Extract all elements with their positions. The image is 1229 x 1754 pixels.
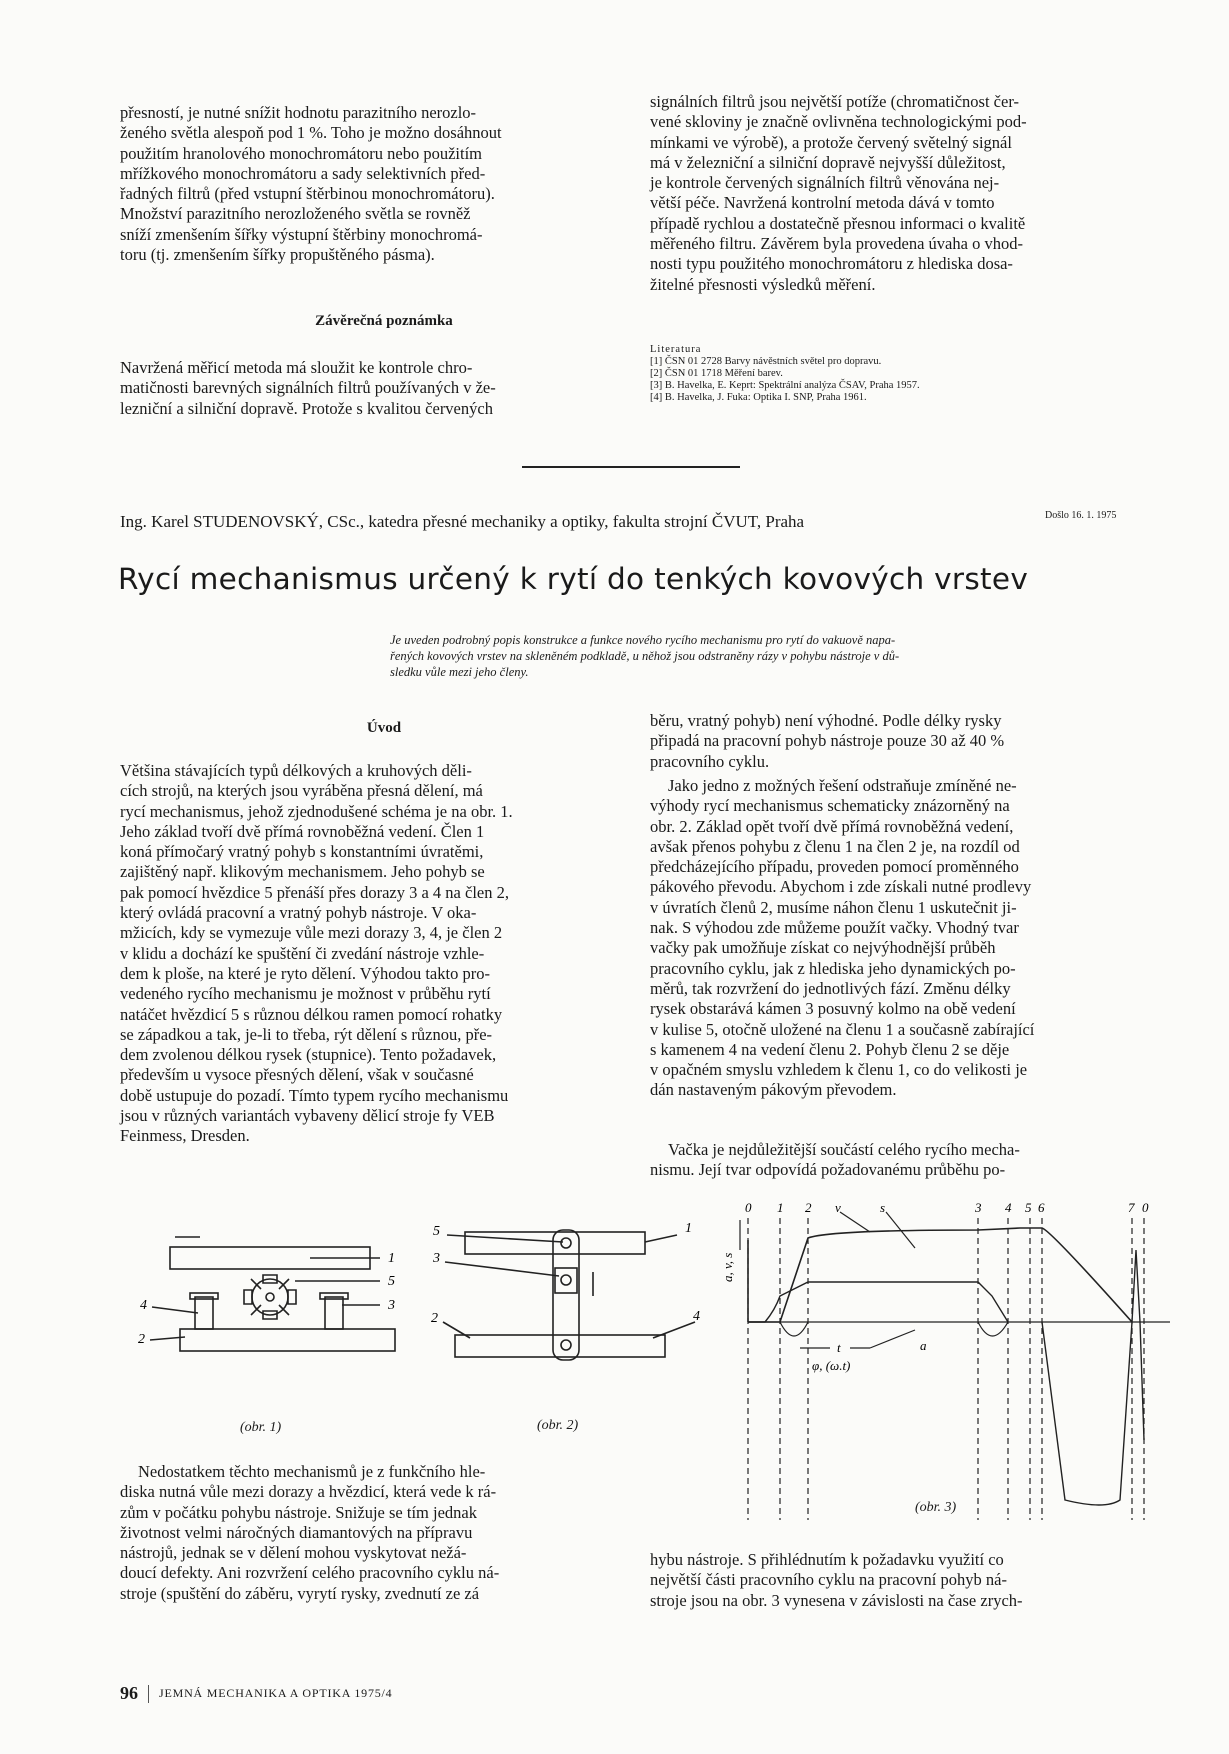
- article-abstract: Je uveden podrobný popis konstrukce a funkce nového rycího mechanismu pro rytí do vakuově napa- řených kovových vrstev na skleněném podkladě, u něhož jsou odstraněny rázy v pohybu nástroje v dů- sledku vůle mezi jeho členy.: [390, 633, 900, 679]
- fig3-t-label: t: [837, 1340, 841, 1355]
- top-left-paragraph-2: Navržená měřicí metoda má sloužit ke kontrole chro- matičnosti barevných signálních filtrů používaných v že- lezniční a silniční dopravě. Protože s kvalitou červených: [120, 358, 496, 418]
- references-title: Literatura: [650, 344, 702, 355]
- journal-name: JEMNÁ MECHANIKA A OPTIKA 1975/4: [159, 1686, 393, 1700]
- fig2-label-1: 1: [685, 1221, 692, 1236]
- reference-item: [3] B. Havelka, E. Keprt: Spektrální analýza ČSAV, Praha 1957.: [650, 380, 920, 391]
- fig3-label-2: 2: [805, 1200, 812, 1215]
- fig3-label-7: 7: [1128, 1200, 1135, 1215]
- fig3-label-6: 6: [1038, 1200, 1045, 1215]
- figure-3-caption: (obr. 3): [915, 1500, 957, 1515]
- references: [650, 344, 920, 404]
- fig3-label-1: 1: [777, 1200, 784, 1215]
- figure-1-caption: (obr. 1): [240, 1420, 282, 1435]
- fig3-phi-label: φ, (ω.t): [812, 1358, 851, 1373]
- fig3-label-s: s: [880, 1200, 886, 1215]
- intro-right-paragraph-2: Jako jedno z možných řešení odstraňuje zmíněné ne- výhody rycí mechanismus schematicky znázorněný na obr. 2. Základ opět tvoří dvě přímá rovnoběžná vedení, avšak přenos pohybu z členu 1 na člen 2 je, na rozdíl od předcházejícího případu, proveden pomocí proměnného pákového převodu. Abychom i zde získali nutné prodlevy v úvratích členů 2, musíme náhon členu 1 uskutečnit ji- nak. S výhodou zde můžeme použít vačky. Vhodný tvar vačky pak umožňuje získat co nejvýhodnější průběh pracovního cyklu, jak z hlediska jeho dynamických po- měrů, tak rozvržení do jednotlivých fází. Změnu délky rysek obstarává kámen 3 posuvný kolmo na obě vedení v kulise 5, otočně uložené na členu 1 a současně zabírající s kamenem 4 na vedení členu 2. Pohyb členu 2 se děje v opačném smyslu vzhledem k členu 1, co do velikosti je dán nastaveným pákovým převodem.: [650, 776, 1035, 1100]
- figure-2-diagram: [425, 1210, 715, 1375]
- top-left-paragraph-1: přesností, je nutné snížit hodnotu parazitního nerozlo- ženého světla alespoň pod 1 %. Toho je možno dosáhnout použitím hranolového monochromátoru nebo použitím mřížkového monochromátoru a sady selektivních před- řadných filtrů (před vstupní štěrbinou monochromátoru). Množství parazitního nerozloženého světla se rovněž sníží zmenšením šířky výstupní štěrbiny monochromá- toru (tj. zmenšením šířky propuštěného pásma).: [120, 103, 502, 265]
- separator-rule: [522, 466, 740, 468]
- section-heading-intro: Úvod: [366, 720, 402, 736]
- reference-item: [4] B. Havelka, J. Fuka: Optika I. SNP, Praha 1961.: [650, 392, 867, 403]
- page-number: 96: [120, 1683, 138, 1703]
- intro-right-paragraph-1: běru, vratný pohyb) není výhodné. Podle délky rysky připadá na pracovní pohyb nástroje pouze 30 až 40 % pracovního cyklu.: [650, 711, 1005, 771]
- figure-2-caption: (obr. 2): [537, 1418, 579, 1433]
- author-line: Ing. Karel STUDENOVSKÝ, CSc., katedra přesné mechaniky a optiky, fakulta strojní ČVUT, Praha: [120, 512, 805, 531]
- received-date: Došlo 16. 1. 1975: [1045, 510, 1117, 521]
- fig1-label-5: 5: [388, 1274, 395, 1289]
- fig3-label-0a: 0: [745, 1200, 752, 1215]
- fig3-axis-label: a, v, s: [720, 1252, 735, 1282]
- fig3-a-label: a: [920, 1338, 927, 1353]
- fig2-label-4: 4: [693, 1309, 700, 1324]
- figure-1-diagram: [130, 1225, 420, 1365]
- fig3-label-5: 5: [1025, 1200, 1032, 1215]
- bottom-right-paragraph: hybu nástroje. S přihlédnutím k požadavku využití co největší části pracovního cyklu na pracovní pohyb ná- stroje jsou na obr. 3 vynesena v závislosti na čase zrych-: [650, 1550, 1023, 1610]
- fig1-label-4: 4: [140, 1298, 147, 1313]
- fig3-label-0b: 0: [1142, 1200, 1149, 1215]
- fig3-label-4: 4: [1005, 1200, 1012, 1215]
- reference-item: [2] ČSN 01 1718 Měření barev.: [650, 368, 783, 379]
- fig2-label-2: 2: [431, 1311, 438, 1326]
- fig1-label-3: 3: [388, 1298, 395, 1313]
- figure-3-diagram: [720, 1200, 1190, 1540]
- reference-item: [1] ČSN 01 2728 Barvy návěstních světel pro dopravu.: [650, 356, 882, 367]
- intro-left-paragraph: Většina stávajících typů délkových a kruhových děli- cích strojů, na kterých jsou vyráběna přesná dělení, má rycí mechanismus, jehož zjednodušené schéma je na obr. 1. Jeho základ tvoří dvě přímá rovnoběžná vedení. Člen 1 koná přímočarý vratný pohyb s konstantními úvratěmi, zajištěný např. klikovým mechanismem. Jeho pohyb se pak pomocí hvězdice 5 přenáší přes dorazy 3 a 4 na člen 2, který ovládá pracovní a vratný pohyb nástroje. V oka- mžicích, kdy se vymezuje vůle mezi dorazy 3, 4, je člen 2 v klidu a dochází ke spuštění či zvedání nástroje vzhle- dem k ploše, na které je ryto dělení. Výhodou takto pro- vedeného rycího mechanismu je možnost v průběhu rytí natáčet hvězdicí 5 s různou délkou ramen pomocí rohatky se západkou a tak, je-li to třeba, rýt dělení s různou, pře- dem zvolenou délkou rysek (stupnice). Tento požadavek, především u vysoce přesných dělení, však v současné době ustupuje do pozadí. Tímto typem rycího mechanismu jsou v různých variantách vybaveny dělicí stroje fy VEB Feinmess, Dresden.: [120, 761, 513, 1146]
- bottom-left-paragraph: Nedostatkem těchto mechanismů je z funkčního hle- diska nutná vůle mezi dorazy a hvězdicí, která vede k rá- zům v počátku pohybu nástroje. Snižuje se tím jednak životnost velmi náročných diamantových na přípravu nástrojů, jednak se v dělení mohou vyskytovat nežá- doucí defekty. Ani rozvržení celého pracovního cyklu ná- stroje (spuštění do záběru, vyrytí rysky, zvednutí ze zá: [120, 1462, 500, 1603]
- footer-divider: [148, 1685, 149, 1703]
- page-footer: [120, 1683, 392, 1704]
- fig3-label-v: v: [835, 1200, 841, 1215]
- intro-right-paragraph-3: Vačka je nejdůležitější součástí celého rycího mecha- nismu. Její tvar odpovídá požadovanému průběhu po-: [650, 1140, 1020, 1180]
- top-right-paragraph-1: signálních filtrů jsou největší potíže (chromatičnost čer- vené skloviny je značně ovlivněna technologickými pod- mínkami ve výrobě), a protože červený světelný signál má v železniční a silniční dopravě nejvyšší důležitost, je kontrole červených signálních filtrů věnována nej- větší péče. Navržená kontrolní metoda dává v tomto případě rychlou a dostatečně přesnou informaci o kvalitě měřeného filtru. Závěrem byla provedena úvaha o vhod- nosti typu použitého monochromátoru z hlediska dosa- žitelné přesnosti výsledků měření.: [650, 92, 1027, 294]
- article-title: Rycí mechanismus určený k rytí do tenkých kovových vrstev: [118, 562, 1029, 596]
- fig1-label-2: 2: [138, 1332, 145, 1347]
- fig2-label-3: 3: [433, 1251, 440, 1266]
- section-heading-conclusion: Závěrečná poznámka: [315, 313, 453, 329]
- fig2-label-5: 5: [433, 1224, 440, 1239]
- fig1-label-1: 1: [388, 1251, 395, 1266]
- fig3-label-3: 3: [975, 1200, 982, 1215]
